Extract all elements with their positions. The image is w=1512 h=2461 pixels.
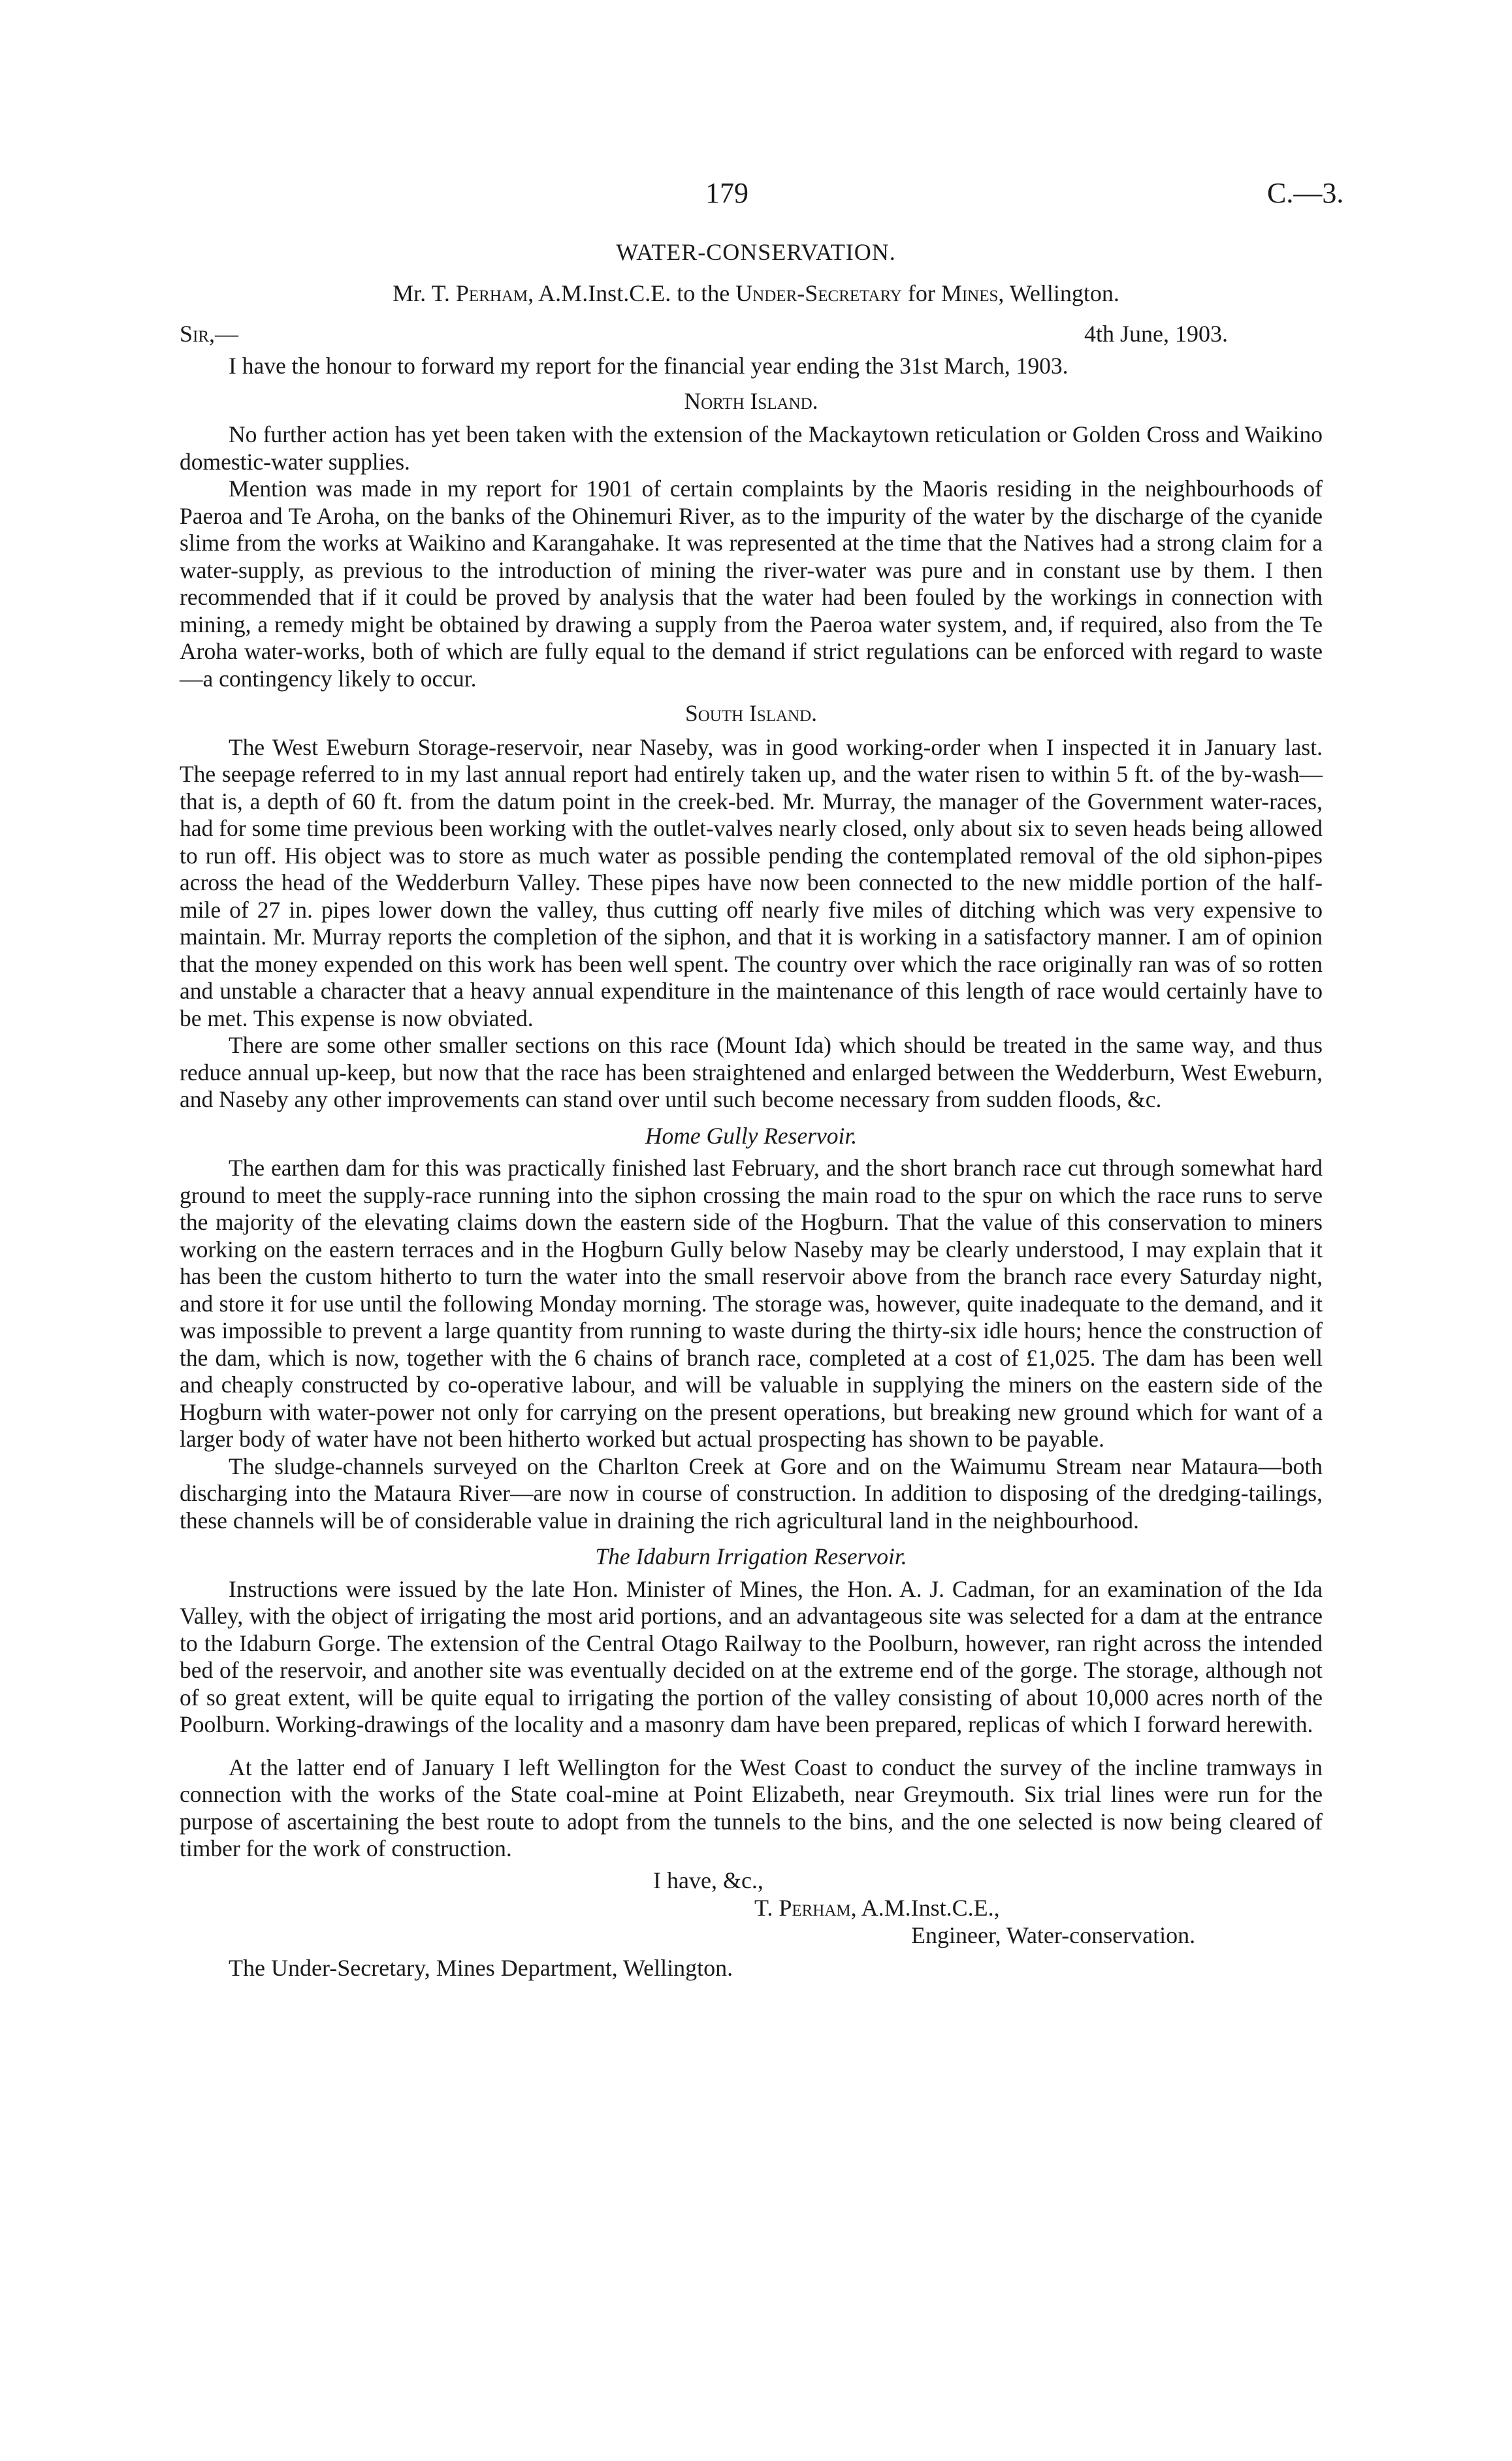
letter-address-line [0, 280, 1512, 307]
paragraph: Instructions were issued by the late Hon. Minister of Mines, the Hon. A. J. Cadman, for an examination of the Ida Valley, with the object of irrigating the most arid portions, and an advantageous site was selected for a dam at the entrance to the Idaburn Gorge. The extension of the Central Otago Railway to the Poolburn, however, ran right across the intended bed of the reservoir, and another site was eventually decided on at the extreme end of the gorge. The storage, although not of so great extent, will be quite equal to irrigating the portion of the valley consisting of about 10,000 acres north of the Poolburn. Working-drawings of the locality and a masonry dam have been prepared, replicas of which I forward herewith. [180, 1575, 1323, 1737]
letter-closing [180, 1867, 1323, 1982]
closing-line: I have, &c., [653, 1867, 764, 1893]
address-place: , Wellington. [998, 280, 1119, 306]
document-reference: C.—3. [1267, 177, 1344, 209]
address-mid: for [901, 280, 941, 306]
paragraph: Mention was made in my report for 1901 of certain complaints by the Maoris residing in the neighbourhoods of Paeroa and Te Aroha, on the banks of the Ohinemuri River, as to the impurity of the water by the discharge of the cyanide slime from the works at Waikino and Karangahake. It was represented at the time that the Natives had a strong claim for a water-supply, as previous to the introduction of mining the river-water was pure and in constant use by them. I then recommended that if it could be proved by analysis that the water had been fouled by the workings in connection with mining, a remedy might be obtained by drawing a supply from the Paeroa water system, and, if required, also from the Te Aroha water-works, both of which are fully equal to the demand if strict regulations can be enforced with regard to waste—a contingency likely to occur. [180, 475, 1323, 692]
address-from-name: Perham [455, 280, 528, 306]
paragraph: At the latter end of January I left Wellington for the West Coast to conduct the survey of the incline tramways in connection with the works of the State coal-mine at Point Elizabeth, near Greymouth. Six trial lines were run for the purpose of ascertaining the best route to adopt from the tunnels to the bins, and the one selected is now being cleared of timber for the work of construction. [180, 1754, 1323, 1861]
heading-north-island: North Island. [684, 387, 818, 414]
signature [180, 1894, 1323, 1922]
recipient-line: The Under-Secretary, Mines Department, Wellington. [229, 1954, 733, 1981]
letter-date: 4th June, 1903. [1084, 321, 1228, 347]
salutation: Sir,— [180, 321, 239, 347]
signature-role: Engineer, Water-conservation. [911, 1922, 1196, 1948]
heading-idaburn: The Idaburn Irrigation Reservoir. [595, 1543, 907, 1569]
section-title: WATER-CONSERVATION. [616, 239, 896, 265]
signature-suffix: , A.M.Inst.C.E., [850, 1894, 1000, 1921]
paragraph: There are some other smaller sections on this race (Mount Ida) which should be treated in the same way, and thus reduce annual up-keep, but now that the race has been straightened and enlarged between the Wedderburn, West Eweburn, and Naseby any other improvements can stand over until such become necessary from sudden floods, &c. [180, 1032, 1323, 1112]
paragraph: No further action has yet been taken with the extension of the Mackaytown reticulation or Golden Cross and Waikino domestic-water supplies. [180, 421, 1323, 475]
heading-home-gully: Home Gully Reservoir. [645, 1122, 858, 1149]
letter-body [180, 353, 1323, 1982]
address-to-dept: Mines [941, 280, 999, 306]
page-number: 179 [705, 177, 748, 209]
address-from-suffix: , A.M.Inst.C.E. to the [528, 280, 736, 306]
address-to-title: Under-Secretary [735, 280, 902, 306]
signature-prefix: T. [754, 1894, 779, 1921]
address-from-prefix: Mr. T. [393, 280, 456, 306]
paragraph: The earthen dam for this was practically finished last February, and the short branch race cut through somewhat hard ground to meet the supply-race running into the siphon crossing the main road to the spur on which the race runs to serve the majority of the elevating claims down the eastern side of the Hogburn. That the value of this conservation to miners working on the eastern terraces and in the Hogburn Gully below Naseby may be clearly understood, I may explain that it has been the custom hitherto to turn the water into the small reservoir above from the branch race every Saturday night, and store it for use until the following Monday morning. The storage was, however, quite inadequate to the demand, and it was impossible to prevent a large quantity from running to waste during the thirty-six idle hours; hence the construction of the dam, which is now, together with the 6 chains of branch race, completed at a cost of £1,025. The dam has been well and cheaply constructed by co-operative labour, and will be valuable in supplying the miners on the eastern side of the Hogburn with water-power not only for carrying on the present operations, but breaking new ground which for want of a larger body of water have not been hitherto worked but actual prospecting has shown to be payable. [180, 1155, 1323, 1452]
heading-south-island: South Island. [684, 700, 818, 726]
paragraph: The West Eweburn Storage-reservoir, near Naseby, was in good working-order when I inspected it in January last. The seepage referred to in my last annual report had entirely taken up, and the water risen to within 5 ft. of the by-wash—that is, a depth of 60 ft. from the datum point in the creek-bed. Mr. Murray, the manager of the Government water-races, had for some time previous been working with the outlet-valves nearly closed, only about six to seven heads being allowed to run off. His object was to store as much water as possible pending the contemplated removal of the old siphon-pipes across the head of the Wedderburn Valley. These pipes have now been connected to the new middle portion of the half-mile of 27 in. pipes lower down the valley, thus cutting off nearly five miles of ditching which was very expensive to maintain. Mr. Murray reports the completion of the siphon, and that it is working in a satisfactory manner. I am of opinion that the money expended on this work has been well spent. The country over which the race originally ran was of so rotten and unstable a character that a heavy annual expenditure in the maintenance of this length of race would certainly have to be met. This expense is now obviated. [180, 733, 1323, 1031]
signature-name: Perham [779, 1894, 851, 1921]
intro-paragraph: I have the honour to forward my report for the financial year ending the 31st March, 1903. [229, 353, 1069, 379]
paragraph: The sludge-channels surveyed on the Charlton Creek at Gore and on the Waimumu Stream near Mataura—both discharging into the Mataura River—are now in course of construction. In addition to disposing of the dredging-tailings, these channels will be of considerable value in draining the rich agricultural land in the neighbourhood. [180, 1453, 1323, 1534]
